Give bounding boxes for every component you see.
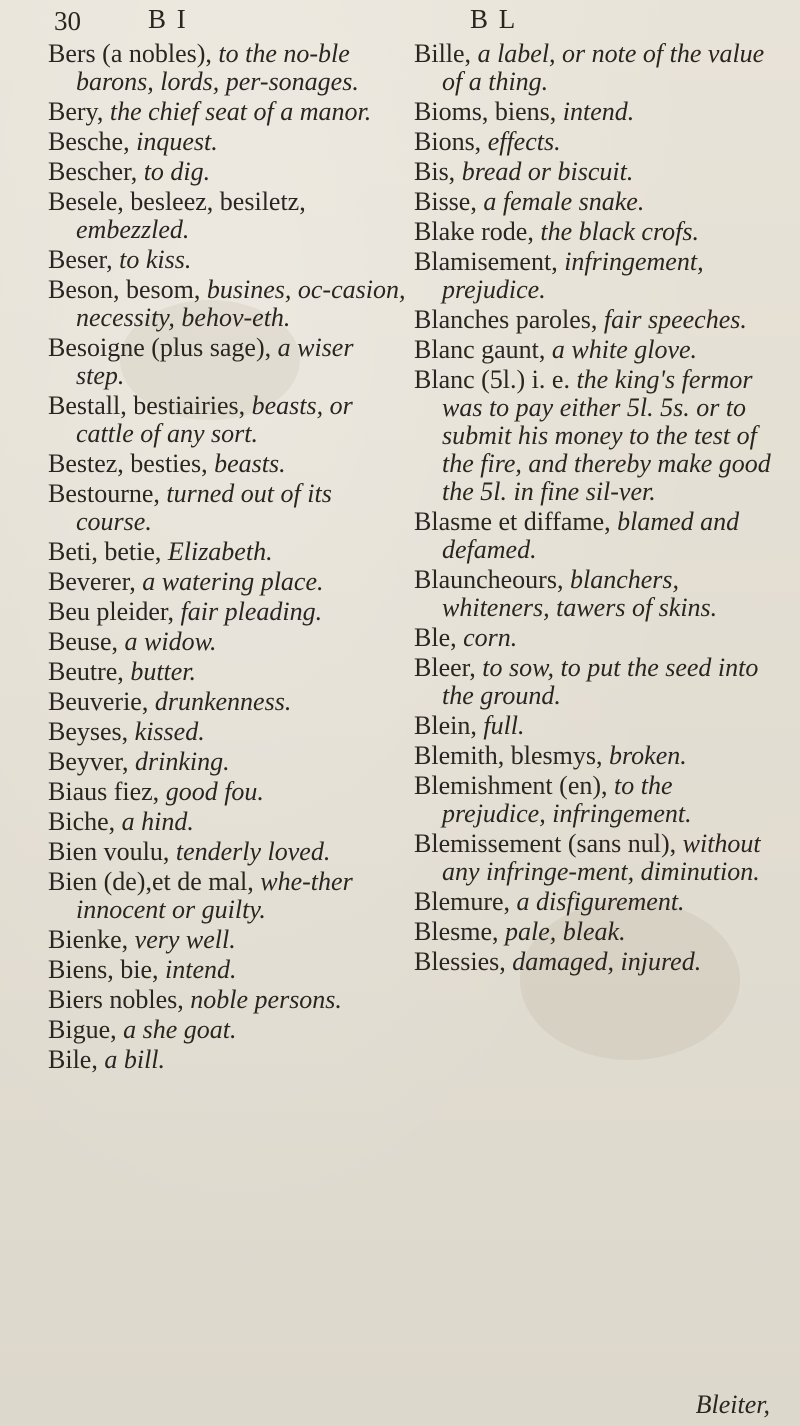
- entry-headword: Bescher,: [48, 157, 138, 186]
- entry-headword: Bisse,: [414, 187, 477, 216]
- entry-definition: fair pleading.: [180, 597, 323, 626]
- entry-definition: to the no-ble barons, lords, per-sonages.: [76, 39, 359, 96]
- entry-headword: Blamisement,: [414, 247, 558, 276]
- entry-definition: busines, oc-casion, necessity, behov-eth.: [76, 275, 406, 332]
- entry-definition: embezzled.: [76, 215, 190, 244]
- entry-definition: infringement, prejudice.: [442, 247, 704, 304]
- entry-headword: Blanches paroles,: [414, 305, 598, 334]
- dictionary-entry: [414, 248, 774, 304]
- dictionary-entry: [414, 218, 774, 246]
- dictionary-entry: [48, 246, 408, 274]
- entry-definition: beasts.: [214, 449, 286, 478]
- entry-headword: Besele, besleez, besiletz,: [48, 187, 306, 216]
- entry-definition: tenderly loved.: [175, 837, 331, 866]
- dictionary-entry: [48, 568, 408, 596]
- entry-definition: a hind.: [121, 807, 194, 836]
- entry-definition: noble persons.: [190, 985, 342, 1014]
- dictionary-entry: [414, 306, 774, 334]
- entry-headword: Beverer,: [48, 567, 136, 596]
- dictionary-entry: [414, 40, 774, 96]
- dictionary-entry: [414, 830, 774, 886]
- entry-headword: Beuverie,: [48, 687, 149, 716]
- entry-headword: Biens, bie,: [48, 955, 159, 984]
- dictionary-entry: [48, 188, 408, 244]
- dictionary-entry: [48, 658, 408, 686]
- dictionary-entry: [414, 772, 774, 828]
- entry-definition: the black crofs.: [540, 217, 699, 246]
- dictionary-entry: [414, 742, 774, 770]
- entry-definition: good fou.: [165, 777, 264, 806]
- entry-headword: Blemissement (sans nul),: [414, 829, 677, 858]
- entry-definition: drinking.: [135, 747, 230, 776]
- dictionary-entry: [48, 1046, 408, 1074]
- entry-headword: Bers (a nobles),: [48, 39, 212, 68]
- entry-definition: corn.: [463, 623, 518, 652]
- page-number: 30: [54, 6, 81, 36]
- entry-headword: Biaus fiez,: [48, 777, 160, 806]
- entry-definition: to kiss.: [119, 245, 192, 274]
- entry-definition: kissed.: [134, 717, 205, 746]
- entry-definition: whe-ther innocent or guilty.: [76, 867, 353, 924]
- entry-headword: Bery,: [48, 97, 104, 126]
- entry-definition: a label, or note of the value of a thing.: [442, 39, 765, 96]
- entry-definition: blanchers, whiteners, tawers of skins.: [442, 565, 718, 622]
- dictionary-entry: [414, 188, 774, 216]
- entry-headword: Bien voulu,: [48, 837, 170, 866]
- entry-headword: Bestez, besties,: [48, 449, 208, 478]
- entry-definition: the king's fermor was to pay either 5l. 5s. or to submit his money to the test of the fire, and thereby make good the 5l. in fine sil-ver.: [442, 365, 771, 506]
- entry-headword: Bis,: [414, 157, 456, 186]
- entry-headword: Beu pleider,: [48, 597, 175, 626]
- dictionary-entry: [414, 366, 774, 506]
- entry-headword: Bienke,: [48, 925, 129, 954]
- catchword-line: [414, 1390, 774, 1420]
- entry-headword: Bille,: [414, 39, 472, 68]
- entry-headword: Biche,: [48, 807, 116, 836]
- page-header: [0, 4, 800, 44]
- entry-definition: very well.: [134, 925, 236, 954]
- dictionary-entry: [48, 718, 408, 746]
- catchword: Bleiter,: [695, 1390, 770, 1419]
- dictionary-entry: [48, 158, 408, 186]
- entry-definition: a she goat.: [123, 1015, 237, 1044]
- entry-headword: Bioms, biens,: [414, 97, 557, 126]
- entry-headword: Blemishment (en),: [414, 771, 608, 800]
- dictionary-entry: [48, 956, 408, 984]
- entry-definition: damaged, injured.: [512, 947, 702, 976]
- entry-headword: Bestall, bestiairies,: [48, 391, 246, 420]
- entry-headword: Blanc gaunt,: [414, 335, 546, 364]
- entry-definition: pale, bleak.: [505, 917, 626, 946]
- entry-definition: without any infringe-ment, diminution.: [442, 829, 761, 886]
- entry-definition: turned out of its course.: [76, 479, 332, 536]
- entry-definition: a white glove.: [551, 335, 698, 364]
- dictionary-entry: [48, 334, 408, 390]
- running-head-left: B I: [148, 4, 188, 34]
- entry-definition: a disfigurement.: [516, 887, 685, 916]
- dictionary-entry: [414, 128, 774, 156]
- entry-definition: a female snake.: [483, 187, 645, 216]
- entry-headword: Bien (de),et de mal,: [48, 867, 254, 896]
- entry-definition: to dig.: [143, 157, 211, 186]
- dictionary-entry: [414, 712, 774, 740]
- entry-definition: intend.: [165, 955, 237, 984]
- entry-headword: Blein,: [414, 711, 477, 740]
- entry-definition: full.: [483, 711, 525, 740]
- dictionary-entry: [48, 276, 408, 332]
- entry-headword: Blanc (5l.) i. e.: [414, 365, 570, 394]
- entry-definition: bread or biscuit.: [461, 157, 634, 186]
- entry-definition: butter.: [130, 657, 197, 686]
- entry-headword: Beutre,: [48, 657, 124, 686]
- dictionary-entry: [48, 688, 408, 716]
- dictionary-entry: [48, 450, 408, 478]
- entry-headword: Besoigne (plus sage),: [48, 333, 272, 362]
- dictionary-entry: [414, 948, 774, 976]
- entry-headword: Beyver,: [48, 747, 129, 776]
- entry-definition: drunkenness.: [154, 687, 292, 716]
- entry-headword: Blemure,: [414, 887, 511, 916]
- dictionary-entry: [48, 778, 408, 806]
- entry-headword: Besche,: [48, 127, 130, 156]
- dictionary-entry: [48, 480, 408, 536]
- dictionary-entry: [48, 868, 408, 924]
- dictionary-entry: [48, 838, 408, 866]
- entry-headword: Bestourne,: [48, 479, 160, 508]
- entry-headword: Bigue,: [48, 1015, 117, 1044]
- dictionary-entry: [414, 158, 774, 186]
- right-column: [414, 40, 774, 978]
- entry-headword: Blasme et diffame,: [414, 507, 611, 536]
- entry-headword: Beson, besom,: [48, 275, 201, 304]
- entry-headword: Bleer,: [414, 653, 476, 682]
- dictionary-entry: [48, 1016, 408, 1044]
- entry-headword: Beti, betie,: [48, 537, 162, 566]
- entry-headword: Blesme,: [414, 917, 499, 946]
- dictionary-entry: [414, 918, 774, 946]
- entry-headword: Blauncheours,: [414, 565, 564, 594]
- entry-definition: blamed and defamed.: [442, 507, 740, 564]
- dictionary-entry: [48, 808, 408, 836]
- entry-headword: Bile,: [48, 1045, 98, 1074]
- dictionary-entry: [414, 508, 774, 564]
- entry-definition: intend.: [562, 97, 635, 126]
- dictionary-entry: [48, 128, 408, 156]
- entry-definition: inquest.: [136, 127, 218, 156]
- dictionary-entry: [414, 98, 774, 126]
- entry-headword: Biers nobles,: [48, 985, 184, 1014]
- entry-definition: a bill.: [104, 1045, 166, 1074]
- entry-definition: broken.: [609, 741, 687, 770]
- entry-definition: fair speeches.: [603, 305, 747, 334]
- entry-definition: a watering place.: [142, 567, 324, 596]
- entry-headword: Beuse,: [48, 627, 119, 656]
- entry-headword: Beser,: [48, 245, 113, 274]
- entry-definition: to sow, to put the seed into the ground.: [442, 653, 759, 710]
- entry-headword: Blake rode,: [414, 217, 534, 246]
- entry-headword: Blemith, blesmys,: [414, 741, 603, 770]
- entry-definition: a wiser step.: [76, 333, 354, 390]
- left-column: [48, 40, 408, 1076]
- dictionary-entry: [48, 392, 408, 448]
- entry-headword: Blessies,: [414, 947, 506, 976]
- dictionary-entry: [48, 748, 408, 776]
- dictionary-entry: [48, 986, 408, 1014]
- dictionary-entry: [48, 40, 408, 96]
- entry-definition: the chief seat of a manor.: [109, 97, 372, 126]
- entry-headword: Ble,: [414, 623, 457, 652]
- entry-definition: Elizabeth.: [167, 537, 273, 566]
- dictionary-entry: [414, 624, 774, 652]
- entry-definition: beasts, or cattle of any sort.: [76, 391, 353, 448]
- dictionary-entry: [414, 566, 774, 622]
- dictionary-entry: [48, 98, 408, 126]
- dictionary-entry: [48, 538, 408, 566]
- dictionary-entry: [414, 888, 774, 916]
- dictionary-entry: [414, 336, 774, 364]
- entry-definition: a widow.: [124, 627, 217, 656]
- dictionary-entry: [414, 654, 774, 710]
- entry-headword: Beyses,: [48, 717, 129, 746]
- dictionary-entry: [48, 628, 408, 656]
- entry-headword: Bions,: [414, 127, 482, 156]
- dictionary-entry: [48, 926, 408, 954]
- dictionary-entry: [48, 598, 408, 626]
- entry-definition: to the prejudice, infringement.: [442, 771, 692, 828]
- entry-definition: effects.: [487, 127, 561, 156]
- running-head-right: B L: [470, 4, 518, 34]
